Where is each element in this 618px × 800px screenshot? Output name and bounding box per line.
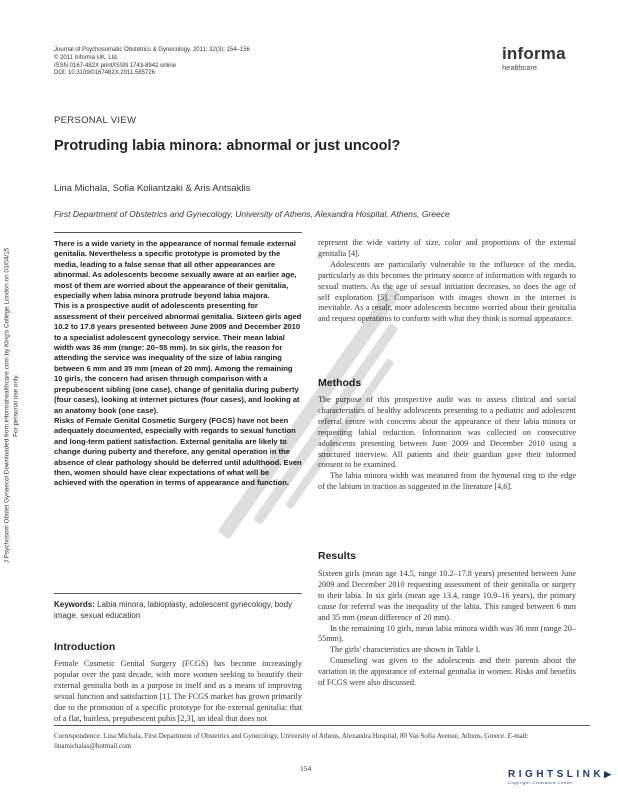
- abstract-bottom-rule: [54, 593, 302, 594]
- abstract-paragraph: This is a prospective audit of adolescents presenting for assessment of their perceived abnormal genitalia. Sixteen girls aged 10.2 to 17.8 years presented between June 2009 and December 2010 to a specialist adolescent gynecology service. Their mean labial width was 36 mm (range: 20–55 mm). In six girls, the reason for attending the service was inequality of the size of labia ranging between 6 mm and 35 mm (mean of 20 mm). Among the remaining 10 girls, the concern had arisen through comparison with a prepubescent sibling (one case), change of genitalia during puberty (four cases), looking at internet pictures (four cases), and looking at an anatomy book (one case).: [54, 301, 302, 415]
- body-paragraph: Adolescents are particularly vulnerable to the influence of the media, particularly as this becomes the primary source of information with regards to sexual matters. As the age of sexual initiation decreases, so does the age of self exploration [5]. Comparison with images shown in the internet is inevitable. As a result, more adolescents become worried about their genitalia and request operations to conform with what they think is normal appearance.: [318, 259, 576, 324]
- methods-heading: Methods: [318, 377, 362, 389]
- author-list: Lina Michala, Sofia Koliantzaki & Aris Antsaklis: [54, 183, 251, 194]
- results-text: [318, 569, 576, 689]
- section-label: PERSONAL VIEW: [54, 115, 137, 126]
- body-paragraph: The labia minora width was measured from the hymenal ring to the edge of the labium in traction as suggested in the literature [4,6].: [318, 471, 576, 492]
- correspondence: Correspondence: Lina Michala, First Department of Obstetrics and Gynecology, University of Athens, Alexandra Hospital, 80 Vas Sofia Avenue, Athens, Greece. E-mail: linamichalas@hotmail.com: [54, 732, 529, 750]
- logo-sub: healthcare: [502, 63, 538, 72]
- abstract-paragraph: Risks of Female Genital Cosmetic Surgery (FGCS) have not been adequately documented, especially with regards to sexual function and long-term patient satisfaction. External genitalia are likely to change during puberty and therefore, any genital operation in the absence of clear pathology should be deferred until adulthood. Even then, women should have clear expectations of what will be achieved with the operation in terms of appearance and function.: [54, 415, 302, 488]
- body-paragraph: represent the wide variety of size, color and proportions of the external genitalia [4].: [318, 238, 576, 258]
- right-column-intro: [318, 238, 576, 325]
- keywords-text: Labia minora, labioplasty, adolescent gynecology, body image, sexual education: [54, 600, 293, 620]
- body-paragraph: Counseling was given to the adolescents and their parents about the variation in the appearance of external genitalia in women. Risks and benefits of FCGS were also discussed.: [318, 656, 576, 688]
- journal-doi: DOI: 10.3109/0167482X.2011.585726: [54, 70, 155, 77]
- body-paragraph: In the remaining 10 girls, mean labia minora width was 36 mm (range 20–55mm).: [318, 623, 576, 644]
- download-note-line1: J Psychosom Obstet Gynaecol Downloaded from informahealthcare.com by King's College London on 03/04/15: [3, 247, 11, 563]
- methods-text: [318, 395, 576, 493]
- author-affiliation: First Department of Obstetrics and Gynecology, University of Athens, Alexandra Hospital, Athens, Greece: [54, 209, 450, 219]
- journal-info: [54, 47, 374, 78]
- body-paragraph: Sixteen girls (mean age 14.5, range 10.2–17.8 years) presented between June 2009 and December 2010 requesting assessment of their genitalia or surgery to their labia. In six girls (mean age 13.4, range 10.9–16 years), the primary cause for referral was the inequality of the labia. This ranged between 6 mm and 35 mm (mean difference of 20 mm).: [318, 569, 576, 622]
- abstract: [54, 239, 302, 489]
- footnote-rule: [54, 725, 590, 726]
- keywords: [54, 599, 302, 621]
- rightslink-badge[interactable]: [508, 769, 615, 785]
- introduction-text: [54, 659, 302, 724]
- journal-issn: ISSN 0167-482X print/ISSN 1743-8942 online: [54, 62, 177, 69]
- results-heading: Results: [318, 550, 356, 562]
- journal-citation: Journal of Psychosomatic Obstetrics & Gynecology, 2011; 32(3): 154–156: [54, 47, 250, 53]
- download-note: [0, 195, 24, 615]
- introduction-heading: Introduction: [54, 641, 116, 653]
- abstract-paragraph: There is a wide variety in the appearance of normal female external genitalia. Nevertheless a specific prototype is promoted by the media, leading to a false sense that all other appearances are abnormal. As adolescents become sexually aware at an earlier age, most of them are worried about the appearance of their genitalia, especially when labia minora protrude beyond labia majora.: [54, 239, 297, 301]
- abstract-top-rule: [54, 232, 302, 233]
- logo-name: informa: [502, 44, 566, 63]
- keywords-label: Keywords:: [54, 600, 95, 609]
- article-title: Protruding labia minora: abnormal or just uncool?: [54, 138, 401, 154]
- journal-copyright: © 2011 Informa UK, Ltd.: [54, 54, 119, 61]
- download-note-line2: For personal use only.: [12, 373, 20, 437]
- arrow-right-icon: ▶: [604, 769, 615, 779]
- publisher-logo: [502, 45, 566, 72]
- body-paragraph: The girls' characteristics are shown in Table I.: [330, 645, 481, 655]
- body-paragraph: The purpose of this prospective audit was to assess clinical and social characteristics of healthy adolescents presenting to a pediatric and adolescent referral centre with concerns about the appearance of their labia minora or requesting labial reduction. Information was collected on consecutive adolescents presenting between June 2009 and December 2010 using a structured interview. All patients and their guardian gave their informed consent to be examined.: [318, 395, 576, 470]
- rightslink-label: RIGHTSLINK: [508, 769, 605, 780]
- page-number: 154: [300, 764, 312, 773]
- rightslink-sub: Copyright Clearance Center: [508, 780, 574, 785]
- body-paragraph: Female Cosmetic Genital Surgery (FCGS) has become increasingly popular over the past decade, with more women seeking to beautify their external genitalia both as a purpose in itself and as a means of improving sexual function and satisfaction [1]. The FCGS market has grown primarily due to the promotion of a specific prototype for the external genitalia: that of a flat, hairless, prepubescent pubis [2,3], an ideal that does not: [54, 659, 302, 723]
